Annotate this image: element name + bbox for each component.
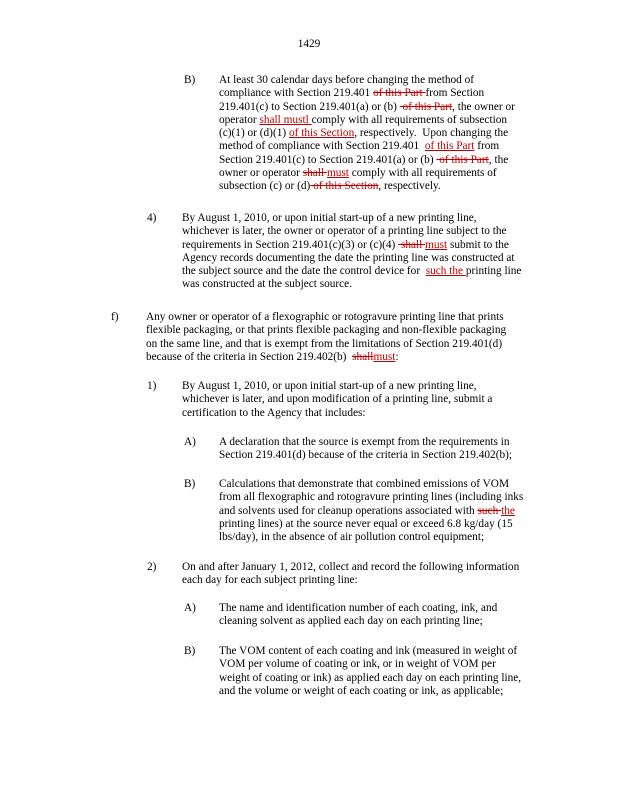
text-line — [219, 685, 521, 698]
text-segment: , respectively. Upon changing the — [354, 127, 509, 140]
text-line — [182, 278, 521, 291]
item-label: A) — [184, 602, 196, 614]
text-line — [219, 127, 515, 140]
text-segment: from — [474, 140, 500, 153]
text-segment: (c)(1) or (d)(1) — [219, 127, 289, 140]
text-segment: from Section — [425, 87, 485, 100]
text-line — [219, 140, 515, 153]
text-segment: Section 219.401(c) to Section 219.401(a) or (b) — [219, 153, 437, 166]
text-line — [219, 672, 521, 685]
text-segment: each day for each subject printing line: — [182, 574, 358, 587]
text-line — [182, 380, 492, 393]
text-line — [219, 74, 515, 87]
inserted-text: shall mustl — [259, 113, 312, 126]
text-segment: operator — [219, 113, 260, 126]
item-label: B) — [184, 74, 196, 86]
text-segment: Agency records documenting the date the printing line was constructed at — [182, 251, 515, 264]
text-line — [219, 436, 512, 449]
text-segment: At least 30 calendar days before changing the method of — [219, 74, 475, 86]
text-segment: because of the criteria in Section 219.402(b) — [146, 350, 353, 363]
text-segment: compliance with Section — [219, 87, 334, 100]
text-segment: the subject source and the date the control device for — [182, 265, 426, 278]
text-segment: , the — [488, 153, 509, 166]
item-label: A) — [184, 436, 196, 448]
text-segment: requirements in Section 219.401(c)(3) or (c)(4) — [182, 238, 399, 251]
text-line — [219, 87, 515, 100]
text-line — [219, 658, 521, 671]
item-text — [182, 380, 492, 420]
item-label: f) — [111, 311, 119, 323]
inserted-text: must — [425, 238, 448, 251]
text-line — [182, 239, 521, 252]
text-segment: By August 1, 2010, or upon initial start-up of a new printing line, — [182, 212, 477, 224]
text-line — [219, 478, 523, 491]
deleted-text: shall — [352, 350, 374, 363]
text-line — [219, 449, 512, 462]
text-line — [146, 351, 506, 364]
text-segment: A declaration that the source is exempt from the requirements in — [219, 436, 510, 448]
text-segment: subsection (c) or (d) — [219, 180, 311, 193]
item-text — [182, 561, 519, 588]
text-segment: from all flexographic and rotogravure printing lines (including inks — [219, 491, 524, 504]
text-segment: whichever is later, and upon modification of a printing line, submit a — [182, 393, 493, 406]
text-line — [219, 645, 521, 658]
item-text — [219, 478, 523, 544]
text-segment: Section 219.401(d) because of the criteria in Section 219.402(b); — [219, 449, 513, 462]
text-segment: The VOM content of each coating and ink (measured in weight of — [219, 645, 518, 657]
text-segment: comply with all requirements of subsection — [311, 113, 508, 126]
deleted-text: shall — [302, 167, 327, 180]
text-segment: and the volume or weight of each coating or ink, as applicable; — [219, 684, 504, 697]
text-segment: , respectively. — [378, 180, 441, 193]
page-number: 1429 — [297, 38, 321, 50]
text-line — [146, 324, 506, 337]
item-text — [219, 645, 521, 698]
inserted-text: of this Section — [288, 127, 355, 140]
text-segment: whichever is later, the owner or operator of a printing line subject to the — [182, 225, 507, 238]
text-line — [182, 225, 521, 238]
text-line — [219, 615, 497, 628]
text-segment: The name and identification number of each coating, ink, and — [219, 602, 498, 614]
item-label: B) — [184, 645, 196, 657]
text-segment: By August 1, 2010, or upon initial start-up of a new printing line, — [182, 380, 477, 392]
text-line — [219, 114, 515, 127]
text-segment: comply with all requirements of — [348, 167, 497, 180]
text-line — [182, 407, 492, 420]
item-text — [219, 436, 512, 463]
deleted-text: of this Part — [399, 100, 453, 113]
item-text — [146, 311, 506, 364]
text-line — [182, 574, 519, 587]
deleted-text: of this Part — [373, 87, 426, 100]
deleted-text: of this Part — [436, 153, 489, 166]
text-segment: 219.401 — [333, 87, 374, 100]
inserted-text: must — [326, 167, 349, 180]
text-segment: certification to the Agency that includes: — [182, 406, 366, 419]
text-line — [146, 338, 506, 351]
text-segment: : — [395, 350, 399, 363]
item-text — [219, 602, 497, 629]
deleted-text: such — [477, 504, 502, 517]
inserted-text: must — [373, 350, 396, 363]
text-segment: , the owner or — [452, 100, 515, 113]
text-segment: weight of coating or ink) as applied each day on each printing line, — [219, 671, 522, 684]
text-segment: owner or operator — [219, 167, 303, 180]
text-line — [182, 393, 492, 406]
text-segment: and solvents used for cleanup operations associated with — [219, 504, 478, 517]
text-line — [219, 491, 523, 504]
text-line — [182, 212, 521, 225]
text-line — [219, 167, 515, 180]
text-segment: was constructed at the subject source. — [182, 278, 353, 291]
item-label: B) — [184, 478, 196, 490]
text-line — [219, 602, 497, 615]
text-segment: printing lines) at the source never equal or exceed 6.8 kg/day (15 — [219, 517, 513, 530]
text-segment: cleaning solvent as applied each day on each printing line; — [219, 615, 483, 628]
text-segment: 219.401(c) to Section 219.401(a) or (b) — [219, 100, 400, 113]
text-segment: submit to the — [447, 238, 509, 251]
text-line — [219, 518, 523, 531]
item-text — [219, 74, 515, 194]
text-line — [219, 505, 523, 518]
deleted-text: of this Section — [310, 180, 379, 193]
inserted-text: of this Part — [424, 140, 475, 153]
text-segment: method of compliance with Section 219.401 — [219, 140, 425, 153]
text-segment: Any owner or operator of a flexographic or rotogravure printing line that prints — [146, 311, 504, 323]
text-segment: on the same line, and that is exempt from the limitations of Section 219.401(d) — [146, 337, 503, 350]
text-line — [219, 180, 515, 193]
text-line — [219, 154, 515, 167]
text-line — [219, 101, 515, 114]
inserted-text: such the — [425, 265, 466, 278]
text-segment: printing line — [465, 265, 522, 278]
inserted-text: the — [501, 504, 515, 517]
text-segment: lbs/day), in the absence of air pollution control equipment; — [219, 531, 485, 544]
text-line — [219, 531, 523, 544]
text-line — [182, 252, 521, 265]
text-segment: flexible packaging, or that prints flexible packaging and non-flexible packaging — [146, 324, 507, 337]
item-label: 4) — [147, 212, 157, 224]
text-segment: VOM per volume of coating or ink, or in weight of VOM per — [219, 658, 496, 671]
text-line — [182, 561, 519, 574]
deleted-text: shall — [398, 238, 426, 251]
item-text — [182, 212, 521, 292]
text-line — [146, 311, 506, 324]
text-segment: Calculations that demonstrate that combined emissions of VOM — [219, 478, 510, 490]
item-label: 2) — [147, 561, 157, 573]
text-segment: On and after January 1, 2012, collect and record the following information — [182, 561, 520, 573]
text-line — [182, 265, 521, 278]
item-label: 1) — [147, 380, 157, 392]
